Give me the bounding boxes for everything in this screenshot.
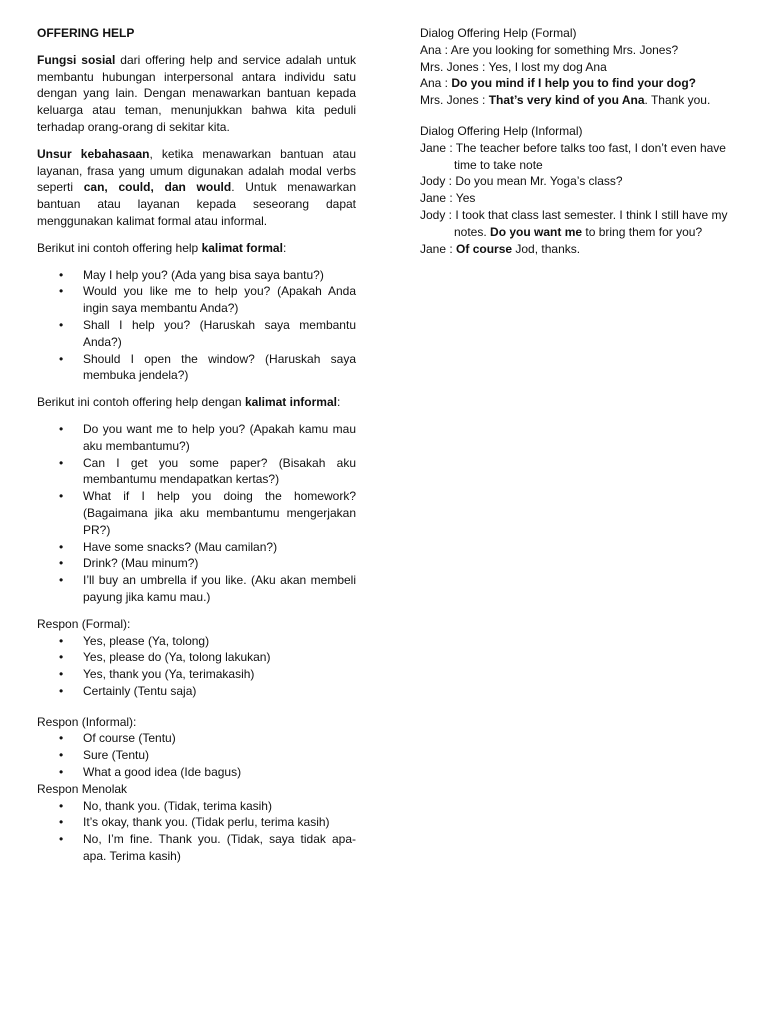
list-item: • Drink? (Mau minum?) [37,555,356,572]
dialog-line [420,75,742,92]
intro-end: : [336,395,341,410]
list-item: • No, thank you. (Tidak, terima kasih) [37,798,356,815]
list-item: • Have some snacks? (Mau camilan?) [37,539,356,556]
list-item: • Of course (Tentu) [37,730,356,747]
list-item: • Certainly (Tentu saja) [37,683,356,700]
list-item: • What if I help you doing the homework? (Bagaimana jika aku membantumu mengerjakan PR?) [37,488,356,538]
intro-text: Berikut ini contoh offering help [37,240,202,255]
list-item: • Should I open the window? (Haruskah saya membuka jendela?) [37,351,356,385]
bold-phrase: Of course [456,241,513,256]
speaker-text: Jane : [420,241,457,256]
respon-formal-list [37,633,356,700]
bold-phrase: Do you want me [490,224,583,239]
spacer [37,700,356,714]
paragraph-text: , ketika menawarkan bantuan atau layanan, frasa yang umum digunakan adalah modal verbs seperti [37,146,356,195]
dialog-informal-title: Dialog Offering Help (Informal) [420,123,583,138]
bold-phrase: That’s very kind of you Ana [488,93,645,108]
spacer [420,109,742,123]
respon-menolak-label: Respon Menolak [37,781,128,796]
dialog-text: Jod, thanks. [512,241,581,256]
dialog-line: Ana : Are you looking for something Mrs. Jones? [420,42,679,57]
dialog-line: Jane : The teacher before talks too fast, I don’t even have time to take note [420,140,726,172]
bold-term: Fungsi sosial [37,52,116,67]
list-item: • I’ll buy an umbrella if you like. (Aku akan membeli payung jika kamu mau.) [37,572,356,606]
list-item: • Would you like me to help you? (Apakah Anda ingin saya membantu Anda?) [37,283,356,317]
respon-informal-label: Respon (Informal): [37,714,137,729]
list-item: • Sure (Tentu) [37,747,356,764]
right-column [420,25,742,257]
dialog-informal [420,140,742,258]
list-item: • Shall I help you? (Haruskah saya membantu Anda?) [37,317,356,351]
dialog-line: Mrs. Jones : Yes, I lost my dog Ana [420,59,607,74]
paragraph-social-function [37,52,356,136]
respon-menolak-list [37,798,356,865]
formal-intro [37,240,356,257]
intro-end: : [282,240,287,255]
bold-term: can, could, dan would [83,180,232,195]
list-item: • Yes, please do (Ya, tolong lakukan) [37,649,356,666]
bold-term: Unsur kebahasaan [37,146,150,161]
page-title: OFFERING HELP [37,26,135,40]
paragraph-text: . Untuk menawarkan bantuan atau layanan kepada seseorang dapat menggunakan kalimat formal atau informal. [37,180,356,228]
list-item: • May I help you? (Ada yang bisa saya bantu?) [37,267,356,284]
dialog-text: . Thank you. [644,93,711,108]
paragraph-text: dari offering help and service adalah untuk membantu hubungan interpersonal antara individu satu dengan yang lain. Dengan menawarkan bantuan kepada keluarga atau teman, menunjukkan bahwa kita peduli terhadap orang-orang di sekitar kita. [37,52,356,134]
paragraph-language-features [37,146,356,230]
list-item: • Can I get you some paper? (Bisakah aku membantumu mendapatkan kertas?) [37,455,356,489]
dialog-line [420,207,742,241]
dialog-line: Jody : Do you mean Mr. Yoga’s class? [420,174,623,189]
dialog-text: Jody : I took that class last semester. I think I still have my notes. [420,207,728,239]
bold-term: kalimat informal [244,395,337,410]
list-item: • No, I’m fine. Thank you. (Tidak, saya tidak apa-apa. Terima kasih) [37,831,356,865]
list-item: • It’s okay, thank you. (Tidak perlu, terima kasih) [37,814,356,831]
informal-examples-list [37,421,356,606]
informal-intro [37,394,356,411]
dialog-line [420,241,742,258]
respon-formal-label: Respon (Formal): [37,616,131,631]
intro-text: Berikut ini contoh offering help dengan [37,395,245,410]
dialog-line: Jane : Yes [420,191,476,206]
dialog-formal-title: Dialog Offering Help (Formal) [420,26,577,40]
speaker-text: Mrs. Jones : [420,93,489,108]
bold-phrase: Do you mind if I help you to find your dog? [451,76,696,91]
formal-examples-list [37,267,356,385]
list-item: • Yes, please (Ya, tolong) [37,633,356,650]
speaker-text: Ana : [420,76,452,91]
list-item: • Yes, thank you (Ya, terimakasih) [37,666,356,683]
list-item: • What a good idea (Ide bagus) [37,764,356,781]
dialog-text: to bring them for you? [582,224,703,239]
dialog-formal [420,42,742,109]
left-column [37,25,356,865]
list-item: • Do you want me to help you? (Apakah kamu mau aku membantumu?) [37,421,356,455]
bold-term: kalimat formal [201,240,283,255]
dialog-line [420,92,742,109]
respon-informal-list [37,730,356,780]
